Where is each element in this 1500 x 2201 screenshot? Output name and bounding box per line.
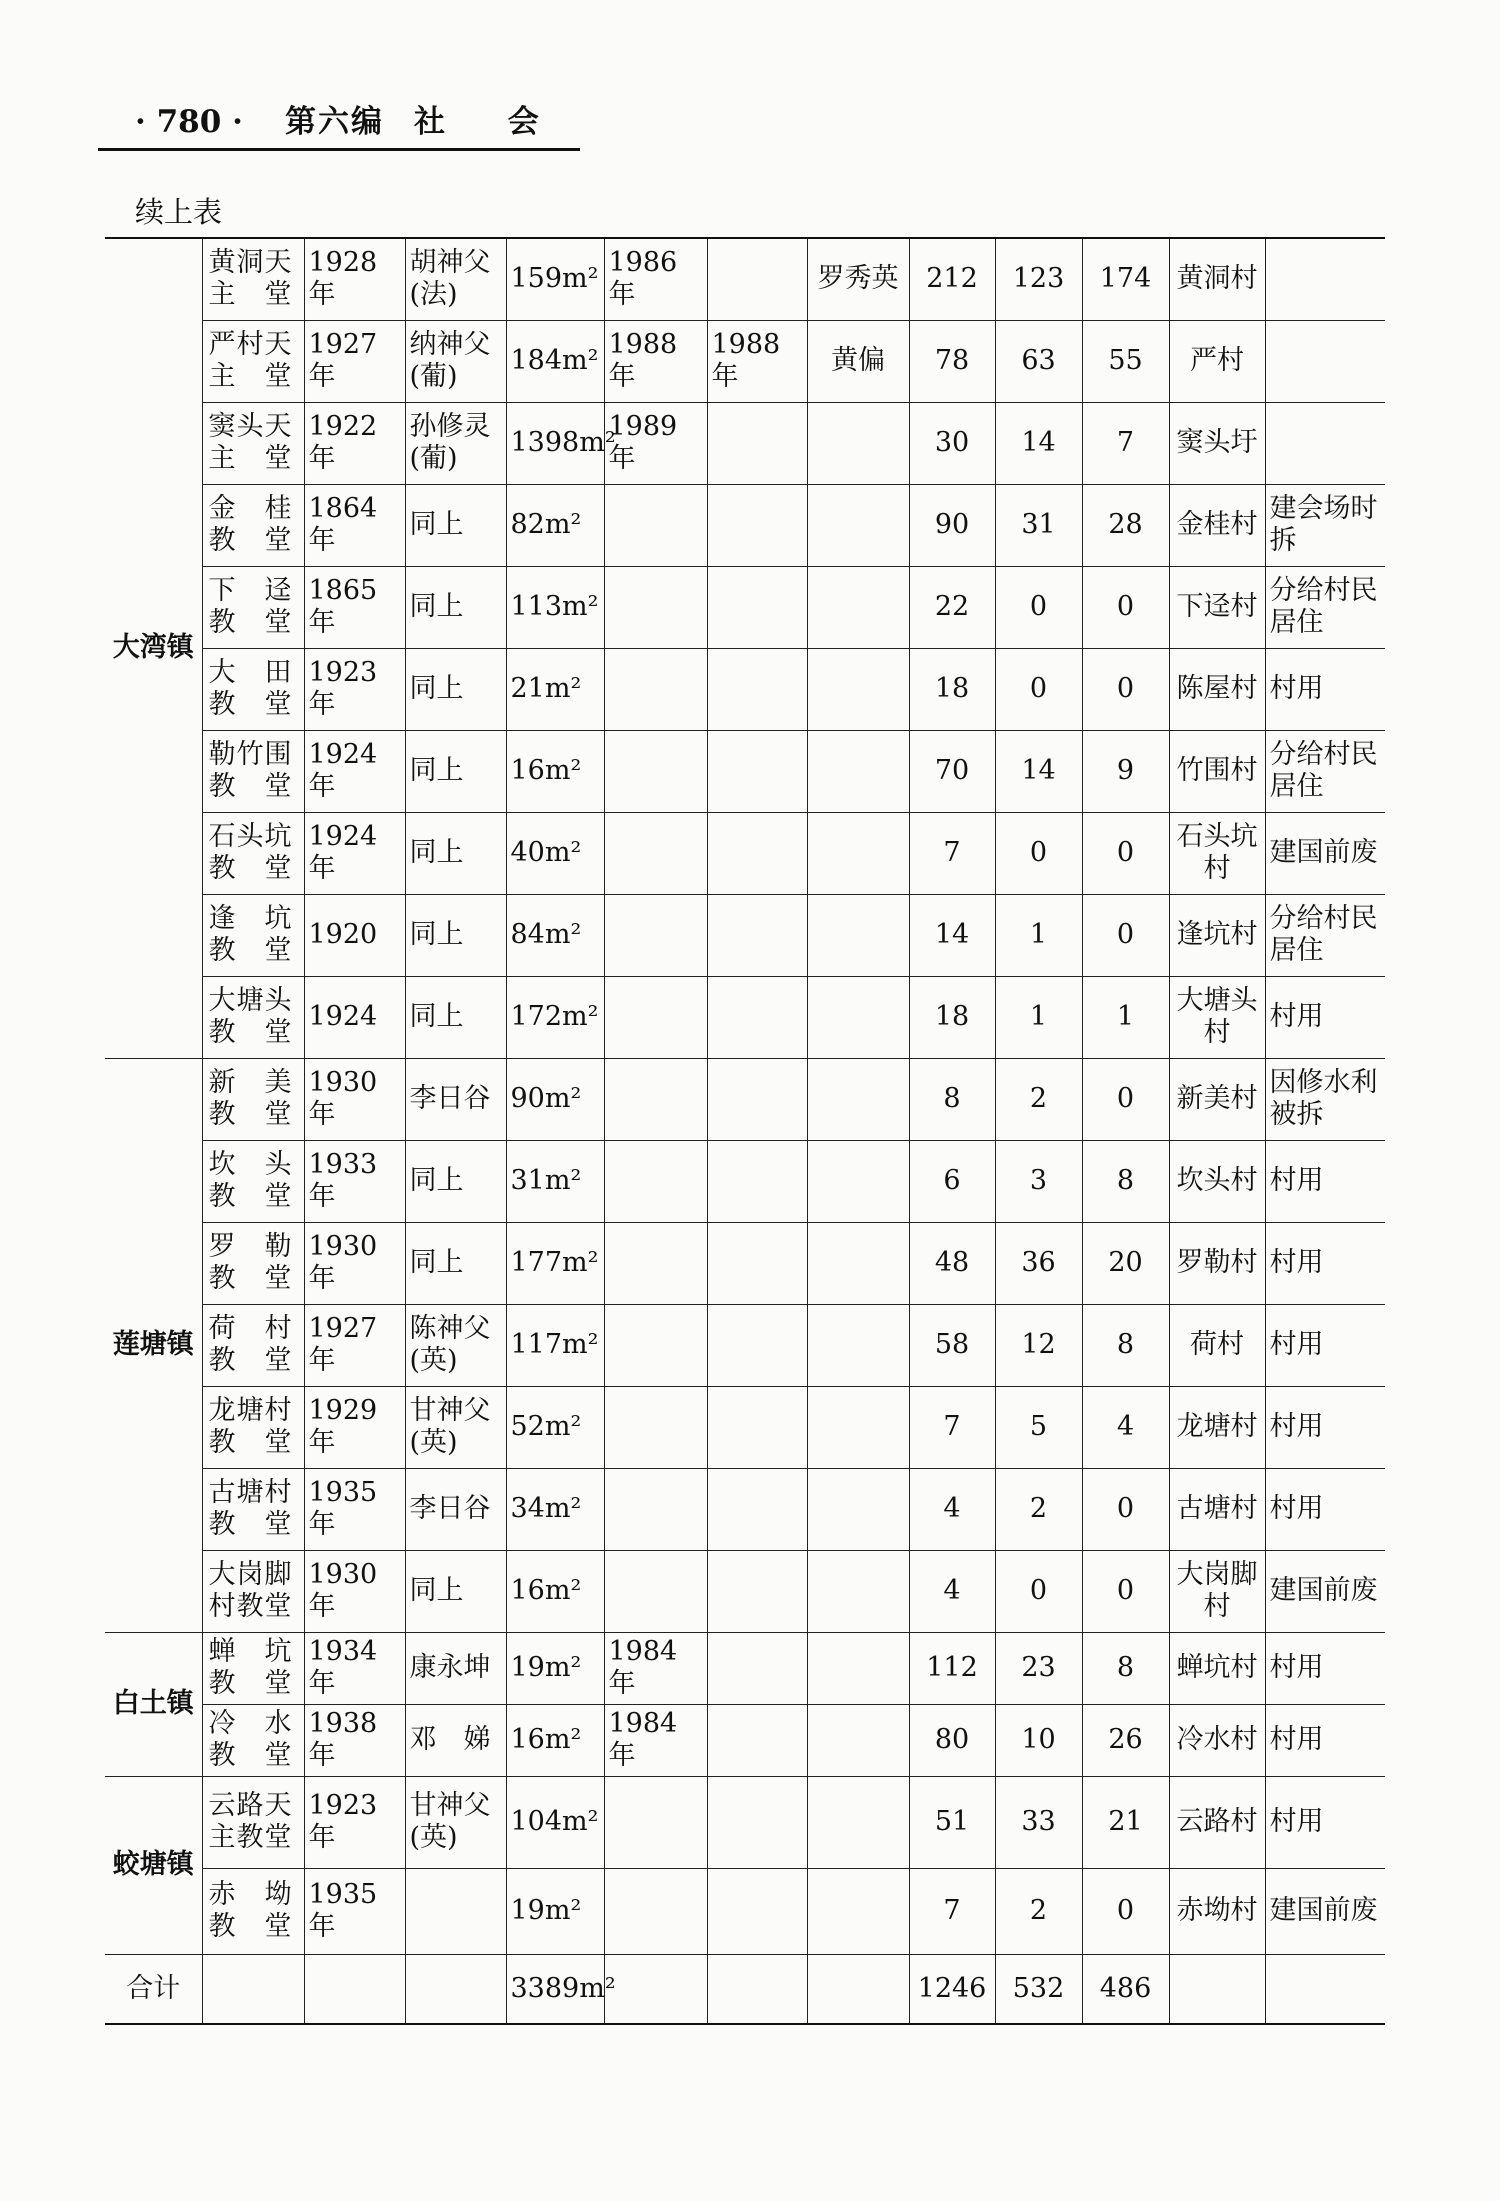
rebuilt-year bbox=[707, 484, 807, 566]
area: 177m² bbox=[506, 1222, 604, 1304]
rebuilt-year bbox=[707, 1058, 807, 1140]
keeper bbox=[807, 566, 909, 648]
priest: 同上 bbox=[405, 894, 506, 976]
count-2: 14 bbox=[995, 730, 1082, 812]
count-1: 6 bbox=[909, 1140, 995, 1222]
area: 16m² bbox=[506, 1550, 604, 1632]
restored-year bbox=[604, 484, 707, 566]
location: 龙塘村 bbox=[1169, 1386, 1265, 1468]
priest: 同上 bbox=[405, 1140, 506, 1222]
rebuilt-year: 1988 年 bbox=[707, 320, 807, 402]
current-use bbox=[1265, 238, 1385, 320]
area: 31m² bbox=[506, 1140, 604, 1222]
restored-year bbox=[604, 730, 707, 812]
founded-year: 1924 bbox=[304, 976, 405, 1058]
keeper bbox=[807, 1058, 909, 1140]
location: 大塘头村 bbox=[1169, 976, 1265, 1058]
total-empty bbox=[1265, 1954, 1385, 2024]
restored-year bbox=[604, 812, 707, 894]
church-name: 石头坑教 堂 bbox=[202, 812, 304, 894]
restored-year bbox=[604, 566, 707, 648]
count-2: 1 bbox=[995, 894, 1082, 976]
count-3: 28 bbox=[1082, 484, 1169, 566]
count-1: 7 bbox=[909, 1868, 995, 1954]
keeper bbox=[807, 484, 909, 566]
rebuilt-year bbox=[707, 1468, 807, 1550]
restored-year bbox=[604, 1386, 707, 1468]
count-1: 22 bbox=[909, 566, 995, 648]
table-row bbox=[105, 1222, 1385, 1304]
town-cell: 蛟塘镇 bbox=[105, 1776, 202, 1954]
table-row bbox=[105, 894, 1385, 976]
count-3: 0 bbox=[1082, 648, 1169, 730]
restored-year: 1986 年 bbox=[604, 238, 707, 320]
church-name: 冷 水教 堂 bbox=[202, 1704, 304, 1776]
count-3: 8 bbox=[1082, 1304, 1169, 1386]
priest: 纳神父(葡) bbox=[405, 320, 506, 402]
count-3: 8 bbox=[1082, 1140, 1169, 1222]
count-2: 1 bbox=[995, 976, 1082, 1058]
current-use: 村用 bbox=[1265, 1304, 1385, 1386]
current-use: 建国前废 bbox=[1265, 1868, 1385, 1954]
area: 117m² bbox=[506, 1304, 604, 1386]
rebuilt-year bbox=[707, 402, 807, 484]
count-2: 14 bbox=[995, 402, 1082, 484]
section-title: 社 会 bbox=[414, 104, 565, 140]
rebuilt-year bbox=[707, 894, 807, 976]
count-2: 0 bbox=[995, 648, 1082, 730]
location: 冷水村 bbox=[1169, 1704, 1265, 1776]
current-use: 因修水利被拆 bbox=[1265, 1058, 1385, 1140]
location: 赤坳村 bbox=[1169, 1868, 1265, 1954]
rebuilt-year bbox=[707, 1386, 807, 1468]
total-count-1: 1246 bbox=[909, 1954, 995, 2024]
church-name: 窦头天主 堂 bbox=[202, 402, 304, 484]
rebuilt-year bbox=[707, 1632, 807, 1704]
area: 82m² bbox=[506, 484, 604, 566]
rebuilt-year bbox=[707, 976, 807, 1058]
count-3: 26 bbox=[1082, 1704, 1169, 1776]
restored-year bbox=[604, 1140, 707, 1222]
founded-year: 1920 bbox=[304, 894, 405, 976]
keeper bbox=[807, 1222, 909, 1304]
count-3: 20 bbox=[1082, 1222, 1169, 1304]
total-empty bbox=[707, 1954, 807, 2024]
town-cell: 莲塘镇 bbox=[105, 1058, 202, 1632]
current-use: 村用 bbox=[1265, 648, 1385, 730]
rebuilt-year bbox=[707, 566, 807, 648]
count-1: 90 bbox=[909, 484, 995, 566]
rebuilt-year bbox=[707, 730, 807, 812]
area: 172m² bbox=[506, 976, 604, 1058]
keeper: 黄偏 bbox=[807, 320, 909, 402]
church-name: 勒竹围教 堂 bbox=[202, 730, 304, 812]
count-1: 212 bbox=[909, 238, 995, 320]
count-2: 3 bbox=[995, 1140, 1082, 1222]
restored-year bbox=[604, 976, 707, 1058]
count-2: 2 bbox=[995, 1058, 1082, 1140]
founded-year: 1865 年 bbox=[304, 566, 405, 648]
table-row bbox=[105, 1140, 1385, 1222]
count-2: 36 bbox=[995, 1222, 1082, 1304]
area: 184m² bbox=[506, 320, 604, 402]
count-3: 0 bbox=[1082, 1058, 1169, 1140]
location: 陈屋村 bbox=[1169, 648, 1265, 730]
total-area: 3389m² bbox=[506, 1954, 604, 2024]
keeper bbox=[807, 1632, 909, 1704]
table-row bbox=[105, 1058, 1385, 1140]
priest: 胡神父(法) bbox=[405, 238, 506, 320]
current-use bbox=[1265, 402, 1385, 484]
founded-year: 1922 年 bbox=[304, 402, 405, 484]
count-1: 7 bbox=[909, 812, 995, 894]
count-1: 7 bbox=[909, 1386, 995, 1468]
count-1: 8 bbox=[909, 1058, 995, 1140]
count-3: 0 bbox=[1082, 812, 1169, 894]
table-row bbox=[105, 730, 1385, 812]
founded-year: 1934 年 bbox=[304, 1632, 405, 1704]
location: 荷村 bbox=[1169, 1304, 1265, 1386]
priest: 同上 bbox=[405, 648, 506, 730]
rebuilt-year bbox=[707, 1776, 807, 1868]
church-name: 新 美教 堂 bbox=[202, 1058, 304, 1140]
total-count-2: 532 bbox=[995, 1954, 1082, 2024]
current-use: 村用 bbox=[1265, 976, 1385, 1058]
restored-year bbox=[604, 648, 707, 730]
keeper bbox=[807, 1776, 909, 1868]
rebuilt-year bbox=[707, 1704, 807, 1776]
count-2: 23 bbox=[995, 1632, 1082, 1704]
restored-year: 1984 年 bbox=[604, 1632, 707, 1704]
priest: 陈神父(英) bbox=[405, 1304, 506, 1386]
total-empty bbox=[304, 1954, 405, 2024]
priest: 同上 bbox=[405, 812, 506, 894]
table-row bbox=[105, 976, 1385, 1058]
area: 34m² bbox=[506, 1468, 604, 1550]
church-name: 古塘村教 堂 bbox=[202, 1468, 304, 1550]
founded-year: 1933 年 bbox=[304, 1140, 405, 1222]
church-name: 云路天主教堂 bbox=[202, 1776, 304, 1868]
count-3: 1 bbox=[1082, 976, 1169, 1058]
priest: 同上 bbox=[405, 566, 506, 648]
restored-year bbox=[604, 1776, 707, 1868]
founded-year: 1924 年 bbox=[304, 730, 405, 812]
total-empty bbox=[807, 1954, 909, 2024]
count-3: 7 bbox=[1082, 402, 1169, 484]
location: 坎头村 bbox=[1169, 1140, 1265, 1222]
church-name: 黄洞天主 堂 bbox=[202, 238, 304, 320]
location: 窦头圩 bbox=[1169, 402, 1265, 484]
founded-year: 1930 年 bbox=[304, 1222, 405, 1304]
current-use: 分给村民居住 bbox=[1265, 566, 1385, 648]
area: 19m² bbox=[506, 1868, 604, 1954]
location: 罗勒村 bbox=[1169, 1222, 1265, 1304]
count-1: 112 bbox=[909, 1632, 995, 1704]
count-2: 31 bbox=[995, 484, 1082, 566]
count-1: 14 bbox=[909, 894, 995, 976]
priest: 李日谷 bbox=[405, 1468, 506, 1550]
total-empty bbox=[202, 1954, 304, 2024]
count-3: 0 bbox=[1082, 566, 1169, 648]
church-name: 大塘头教 堂 bbox=[202, 976, 304, 1058]
keeper: 罗秀英 bbox=[807, 238, 909, 320]
location: 逢坑村 bbox=[1169, 894, 1265, 976]
total-row bbox=[105, 1954, 1385, 2024]
location: 严村 bbox=[1169, 320, 1265, 402]
count-1: 51 bbox=[909, 1776, 995, 1868]
keeper bbox=[807, 1304, 909, 1386]
rebuilt-year bbox=[707, 1304, 807, 1386]
keeper bbox=[807, 976, 909, 1058]
total-label: 合计 bbox=[105, 1954, 202, 2024]
count-1: 18 bbox=[909, 976, 995, 1058]
count-1: 58 bbox=[909, 1304, 995, 1386]
priest bbox=[405, 1868, 506, 1954]
current-use: 村用 bbox=[1265, 1704, 1385, 1776]
founded-year: 1928 年 bbox=[304, 238, 405, 320]
count-2: 33 bbox=[995, 1776, 1082, 1868]
church-name: 大 田教 堂 bbox=[202, 648, 304, 730]
priest: 同上 bbox=[405, 730, 506, 812]
count-2: 63 bbox=[995, 320, 1082, 402]
count-2: 12 bbox=[995, 1304, 1082, 1386]
keeper bbox=[807, 1704, 909, 1776]
table-row bbox=[105, 1468, 1385, 1550]
location: 竹围村 bbox=[1169, 730, 1265, 812]
count-3: 9 bbox=[1082, 730, 1169, 812]
church-name: 逢 坑教 堂 bbox=[202, 894, 304, 976]
current-use: 村用 bbox=[1265, 1222, 1385, 1304]
keeper bbox=[807, 1140, 909, 1222]
founded-year: 1938 年 bbox=[304, 1704, 405, 1776]
keeper bbox=[807, 894, 909, 976]
area: 16m² bbox=[506, 1704, 604, 1776]
founded-year: 1924 年 bbox=[304, 812, 405, 894]
location: 新美村 bbox=[1169, 1058, 1265, 1140]
rebuilt-year bbox=[707, 1868, 807, 1954]
count-1: 30 bbox=[909, 402, 995, 484]
area: 159m² bbox=[506, 238, 604, 320]
founded-year: 1927 年 bbox=[304, 1304, 405, 1386]
table-row bbox=[105, 1776, 1385, 1868]
restored-year bbox=[604, 1468, 707, 1550]
priest: 同上 bbox=[405, 1550, 506, 1632]
area: 21m² bbox=[506, 648, 604, 730]
church-name: 坎 头教 堂 bbox=[202, 1140, 304, 1222]
count-2: 10 bbox=[995, 1704, 1082, 1776]
current-use: 村用 bbox=[1265, 1140, 1385, 1222]
founded-year: 1929 年 bbox=[304, 1386, 405, 1468]
priest: 同上 bbox=[405, 976, 506, 1058]
location: 石头坑村 bbox=[1169, 812, 1265, 894]
location: 大岗脚村 bbox=[1169, 1550, 1265, 1632]
table-row bbox=[105, 1304, 1385, 1386]
count-2: 0 bbox=[995, 1550, 1082, 1632]
restored-year bbox=[604, 1550, 707, 1632]
total-empty bbox=[405, 1954, 506, 2024]
church-name: 金 桂教 堂 bbox=[202, 484, 304, 566]
table-row bbox=[105, 812, 1385, 894]
current-use: 建国前废 bbox=[1265, 812, 1385, 894]
town-cell: 大湾镇 bbox=[105, 238, 202, 1058]
table-row bbox=[105, 1632, 1385, 1704]
count-3: 21 bbox=[1082, 1776, 1169, 1868]
location: 云路村 bbox=[1169, 1776, 1265, 1868]
restored-year: 1989 年 bbox=[604, 402, 707, 484]
count-3: 0 bbox=[1082, 1468, 1169, 1550]
founded-year: 1927 年 bbox=[304, 320, 405, 402]
keeper bbox=[807, 648, 909, 730]
current-use: 村用 bbox=[1265, 1468, 1385, 1550]
count-3: 55 bbox=[1082, 320, 1169, 402]
location: 黄洞村 bbox=[1169, 238, 1265, 320]
count-1: 18 bbox=[909, 648, 995, 730]
total-empty bbox=[1169, 1954, 1265, 2024]
priest: 孙修灵(葡) bbox=[405, 402, 506, 484]
area: 52m² bbox=[506, 1386, 604, 1468]
total-count-3: 486 bbox=[1082, 1954, 1169, 2024]
table-row bbox=[105, 238, 1385, 320]
priest: 李日谷 bbox=[405, 1058, 506, 1140]
table-row bbox=[105, 402, 1385, 484]
table-row bbox=[105, 648, 1385, 730]
area: 104m² bbox=[506, 1776, 604, 1868]
priest: 甘神父(英) bbox=[405, 1386, 506, 1468]
keeper bbox=[807, 730, 909, 812]
restored-year bbox=[604, 1868, 707, 1954]
count-3: 0 bbox=[1082, 1550, 1169, 1632]
count-3: 0 bbox=[1082, 894, 1169, 976]
priest: 同上 bbox=[405, 1222, 506, 1304]
count-3: 0 bbox=[1082, 1868, 1169, 1954]
rebuilt-year bbox=[707, 812, 807, 894]
town-cell: 白土镇 bbox=[105, 1632, 202, 1776]
current-use: 分给村民居住 bbox=[1265, 730, 1385, 812]
current-use: 村用 bbox=[1265, 1386, 1385, 1468]
church-name: 下 迳教 堂 bbox=[202, 566, 304, 648]
total-empty bbox=[604, 1954, 707, 2024]
count-1: 78 bbox=[909, 320, 995, 402]
keeper bbox=[807, 1468, 909, 1550]
count-1: 80 bbox=[909, 1704, 995, 1776]
count-1: 48 bbox=[909, 1222, 995, 1304]
keeper bbox=[807, 1550, 909, 1632]
current-use: 分给村民居住 bbox=[1265, 894, 1385, 976]
count-2: 5 bbox=[995, 1386, 1082, 1468]
count-3: 174 bbox=[1082, 238, 1169, 320]
page-header bbox=[135, 96, 565, 141]
restored-year bbox=[604, 894, 707, 976]
rebuilt-year bbox=[707, 1140, 807, 1222]
table-row bbox=[105, 1868, 1385, 1954]
area: 90m² bbox=[506, 1058, 604, 1140]
current-use: 建国前废 bbox=[1265, 1550, 1385, 1632]
table-row bbox=[105, 1550, 1385, 1632]
founded-year: 1923 年 bbox=[304, 1776, 405, 1868]
count-2: 2 bbox=[995, 1868, 1082, 1954]
church-name: 荷 村教 堂 bbox=[202, 1304, 304, 1386]
keeper bbox=[807, 812, 909, 894]
founded-year: 1930 年 bbox=[304, 1058, 405, 1140]
restored-year bbox=[604, 1058, 707, 1140]
founded-year: 1930 年 bbox=[304, 1550, 405, 1632]
count-1: 4 bbox=[909, 1468, 995, 1550]
rebuilt-year bbox=[707, 1550, 807, 1632]
priest: 同上 bbox=[405, 484, 506, 566]
area: 113m² bbox=[506, 566, 604, 648]
keeper bbox=[807, 1386, 909, 1468]
area: 1398m² bbox=[506, 402, 604, 484]
priest: 邓 娣 bbox=[405, 1704, 506, 1776]
count-3: 8 bbox=[1082, 1632, 1169, 1704]
table-row bbox=[105, 1704, 1385, 1776]
restored-year: 1984 年 bbox=[604, 1704, 707, 1776]
page-number: · 780 · bbox=[135, 104, 243, 140]
count-2: 2 bbox=[995, 1468, 1082, 1550]
restored-year bbox=[604, 1222, 707, 1304]
keeper bbox=[807, 402, 909, 484]
churches-table bbox=[105, 237, 1385, 2025]
location: 蝉坑村 bbox=[1169, 1632, 1265, 1704]
count-1: 70 bbox=[909, 730, 995, 812]
rebuilt-year bbox=[707, 238, 807, 320]
count-3: 4 bbox=[1082, 1386, 1169, 1468]
church-name: 蝉 坑教 堂 bbox=[202, 1632, 304, 1704]
founded-year: 1923 年 bbox=[304, 648, 405, 730]
rebuilt-year bbox=[707, 648, 807, 730]
church-name: 龙塘村教 堂 bbox=[202, 1386, 304, 1468]
continued-label: 续上表 bbox=[135, 195, 223, 229]
area: 19m² bbox=[506, 1632, 604, 1704]
church-name: 大岗脚村教堂 bbox=[202, 1550, 304, 1632]
header-rule bbox=[98, 148, 580, 151]
current-use bbox=[1265, 320, 1385, 402]
restored-year bbox=[604, 1304, 707, 1386]
table-row bbox=[105, 320, 1385, 402]
current-use: 建会场时拆 bbox=[1265, 484, 1385, 566]
church-name: 赤 坳教 堂 bbox=[202, 1868, 304, 1954]
priest: 康永坤 bbox=[405, 1632, 506, 1704]
count-1: 4 bbox=[909, 1550, 995, 1632]
table-row bbox=[105, 566, 1385, 648]
founded-year: 1935 年 bbox=[304, 1868, 405, 1954]
rebuilt-year bbox=[707, 1222, 807, 1304]
current-use: 村用 bbox=[1265, 1632, 1385, 1704]
location: 古塘村 bbox=[1169, 1468, 1265, 1550]
restored-year: 1988 年 bbox=[604, 320, 707, 402]
priest: 甘神父(英) bbox=[405, 1776, 506, 1868]
count-2: 0 bbox=[995, 812, 1082, 894]
founded-year: 1864 年 bbox=[304, 484, 405, 566]
table-row bbox=[105, 484, 1385, 566]
table-row bbox=[105, 1386, 1385, 1468]
church-name: 罗 勒教 堂 bbox=[202, 1222, 304, 1304]
area: 40m² bbox=[506, 812, 604, 894]
current-use: 村用 bbox=[1265, 1776, 1385, 1868]
keeper bbox=[807, 1868, 909, 1954]
area: 84m² bbox=[506, 894, 604, 976]
count-2: 123 bbox=[995, 238, 1082, 320]
section-label: 第六编 bbox=[285, 104, 384, 140]
area: 16m² bbox=[506, 730, 604, 812]
church-name: 严村天主 堂 bbox=[202, 320, 304, 402]
founded-year: 1935 年 bbox=[304, 1468, 405, 1550]
location: 金桂村 bbox=[1169, 484, 1265, 566]
location: 下迳村 bbox=[1169, 566, 1265, 648]
count-2: 0 bbox=[995, 566, 1082, 648]
